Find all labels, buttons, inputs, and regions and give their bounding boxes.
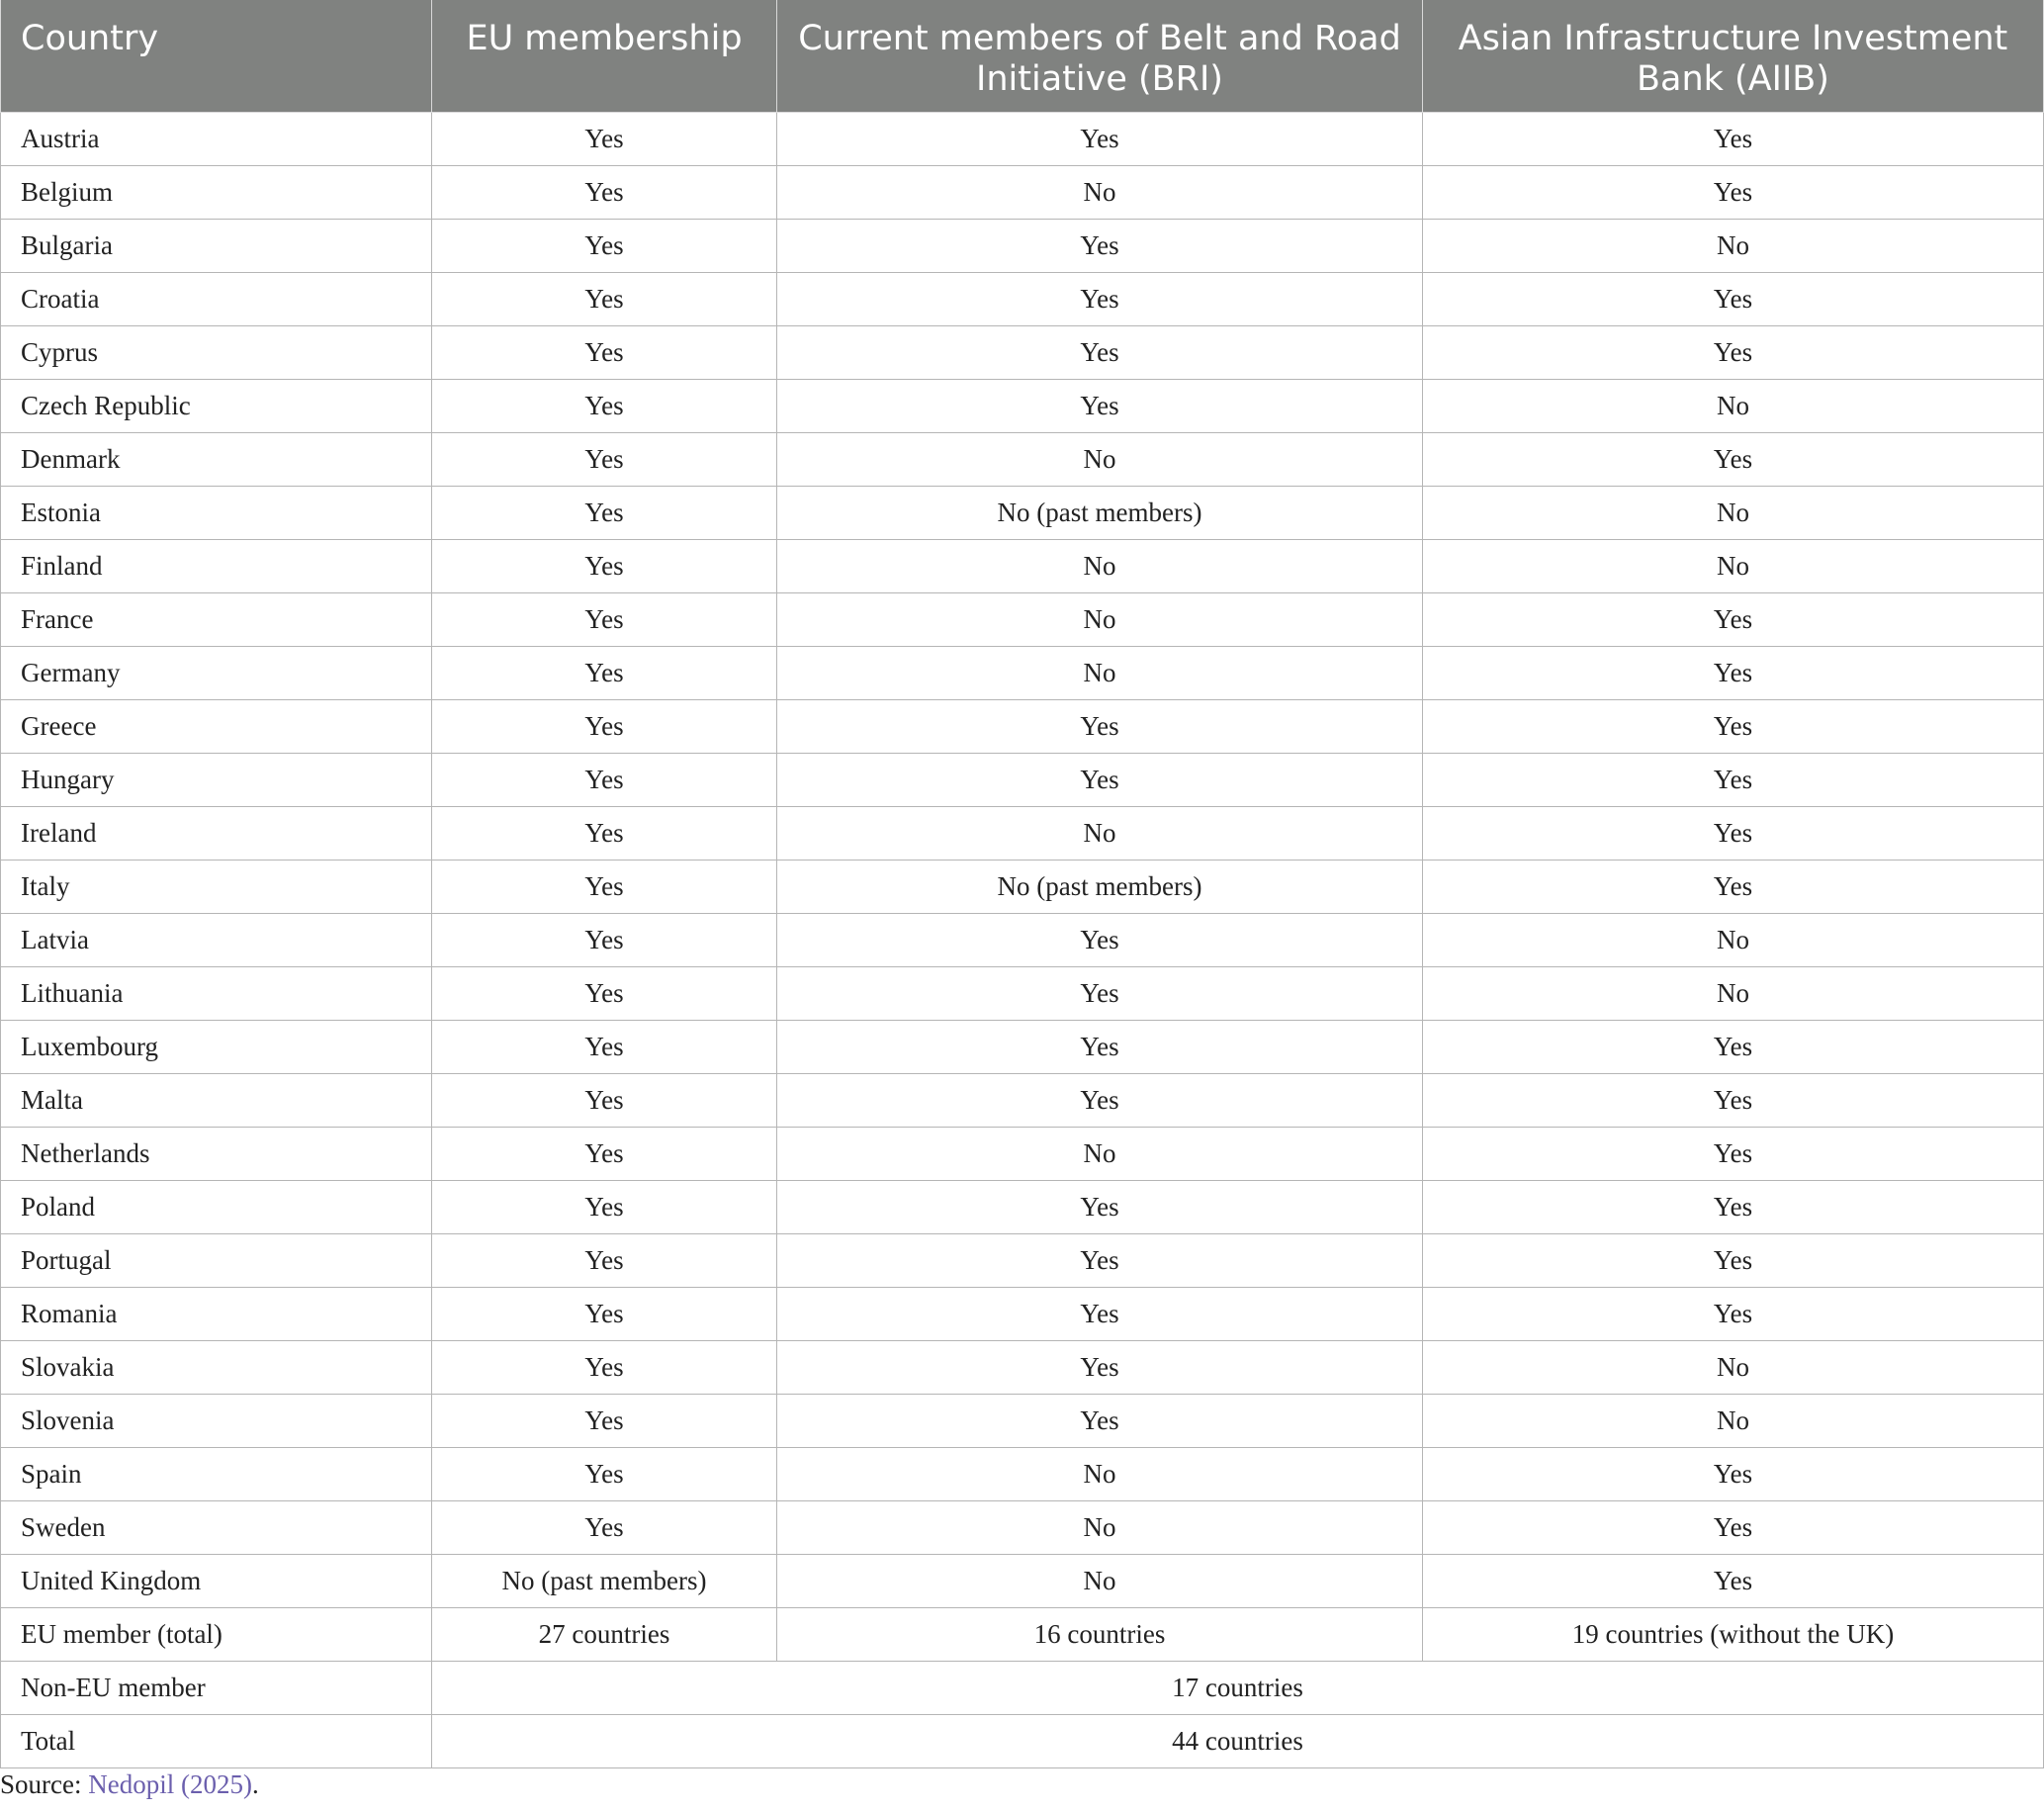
- country-cell: Italy: [1, 860, 432, 913]
- country-cell: Hungary: [1, 753, 432, 806]
- aiib-cell: No: [1423, 913, 2044, 966]
- bri-cell: Yes: [777, 1180, 1423, 1233]
- source-suffix: .: [251, 1769, 259, 1799]
- table-row: [1, 1394, 2044, 1447]
- table-row: [1, 112, 2044, 165]
- eu-membership-cell: Yes: [432, 486, 777, 539]
- eu-membership-cell: Yes: [432, 860, 777, 913]
- bri-cell: Yes: [777, 913, 1423, 966]
- aiib-cell: No: [1423, 379, 2044, 432]
- bri-cell: Yes: [777, 1233, 1423, 1287]
- eu-membership-cell: Yes: [432, 1500, 777, 1554]
- header-row: [1, 0, 2044, 112]
- eu-membership-cell: Yes: [432, 806, 777, 860]
- country-cell: Finland: [1, 539, 432, 592]
- table-row: [1, 1127, 2044, 1180]
- bri-cell: No: [777, 539, 1423, 592]
- eu-membership-cell: Yes: [432, 432, 777, 486]
- bri-cell: No: [777, 1554, 1423, 1607]
- country-cell: Denmark: [1, 432, 432, 486]
- eu-membership-cell: Yes: [432, 1180, 777, 1233]
- eu-membership-cell: Yes: [432, 539, 777, 592]
- aiib-cell: Yes: [1423, 165, 2044, 219]
- aiib-cell: Yes: [1423, 860, 2044, 913]
- table-row: [1, 1233, 2044, 1287]
- bri-cell: Yes: [777, 1394, 1423, 1447]
- country-cell: Slovakia: [1, 1340, 432, 1394]
- table-row: [1, 592, 2044, 646]
- table-row: [1, 1554, 2044, 1607]
- eu-membership-cell: Yes: [432, 753, 777, 806]
- total-row: [1, 1714, 2044, 1767]
- total-value: 44 countries: [432, 1714, 2044, 1767]
- header-country: Country: [1, 0, 432, 112]
- eu-membership-cell: Yes: [432, 1127, 777, 1180]
- country-cell: Belgium: [1, 165, 432, 219]
- bri-cell: Yes: [777, 1340, 1423, 1394]
- aiib-cell: Yes: [1423, 1500, 2044, 1554]
- country-cell: Poland: [1, 1180, 432, 1233]
- aiib-cell: Yes: [1423, 806, 2044, 860]
- bri-cell: No: [777, 165, 1423, 219]
- bri-cell: Yes: [777, 112, 1423, 165]
- table-row: [1, 1447, 2044, 1500]
- country-cell: Luxembourg: [1, 1020, 432, 1073]
- country-cell: Austria: [1, 112, 432, 165]
- table-row: [1, 699, 2044, 753]
- eu-membership-cell: Yes: [432, 219, 777, 272]
- country-cell: Sweden: [1, 1500, 432, 1554]
- eu-membership-cell: Yes: [432, 1394, 777, 1447]
- eu-membership-cell: Yes: [432, 1447, 777, 1500]
- bri-cell: Yes: [777, 325, 1423, 379]
- eu-total-label: EU member (total): [1, 1607, 432, 1661]
- eu-membership-cell: No (past members): [432, 1554, 777, 1607]
- aiib-cell: Yes: [1423, 325, 2044, 379]
- aiib-cell: Yes: [1423, 112, 2044, 165]
- bri-cell: No: [777, 1500, 1423, 1554]
- eu-membership-cell: Yes: [432, 165, 777, 219]
- aiib-cell: Yes: [1423, 1287, 2044, 1340]
- country-cell: France: [1, 592, 432, 646]
- aiib-cell: No: [1423, 1340, 2044, 1394]
- country-cell: Bulgaria: [1, 219, 432, 272]
- country-cell: Croatia: [1, 272, 432, 325]
- eu-membership-cell: Yes: [432, 699, 777, 753]
- country-cell: Malta: [1, 1073, 432, 1127]
- eu-membership-cell: Yes: [432, 379, 777, 432]
- eu-membership-cell: Yes: [432, 592, 777, 646]
- bri-cell: No: [777, 592, 1423, 646]
- bri-cell: Yes: [777, 966, 1423, 1020]
- country-cell: Spain: [1, 1447, 432, 1500]
- eu-membership-cell: Yes: [432, 1233, 777, 1287]
- eu-membership-cell: Yes: [432, 1020, 777, 1073]
- table-row: [1, 165, 2044, 219]
- eu-total-eu: 27 countries: [432, 1607, 777, 1661]
- bri-cell: No: [777, 1447, 1423, 1500]
- eu-total-bri: 16 countries: [777, 1607, 1423, 1661]
- country-cell: Czech Republic: [1, 379, 432, 432]
- eu-total-row: [1, 1607, 2044, 1661]
- bri-cell: Yes: [777, 379, 1423, 432]
- aiib-cell: Yes: [1423, 1127, 2044, 1180]
- eu-membership-cell: Yes: [432, 325, 777, 379]
- table-row: [1, 219, 2044, 272]
- eu-membership-cell: Yes: [432, 1340, 777, 1394]
- eu-membership-cell: Yes: [432, 1073, 777, 1127]
- country-cell: Latvia: [1, 913, 432, 966]
- bri-cell: No: [777, 806, 1423, 860]
- table-row: [1, 966, 2044, 1020]
- table-row: [1, 806, 2044, 860]
- header-eu-membership: EU membership: [432, 0, 777, 112]
- bri-cell: No: [777, 1127, 1423, 1180]
- table-row: [1, 1180, 2044, 1233]
- bri-cell: Yes: [777, 1073, 1423, 1127]
- non-eu-label: Non-EU member: [1, 1661, 432, 1714]
- table-row: [1, 1340, 2044, 1394]
- bri-cell: Yes: [777, 753, 1423, 806]
- table-row: [1, 1073, 2044, 1127]
- table-row: [1, 913, 2044, 966]
- bri-cell: Yes: [777, 699, 1423, 753]
- source-note: [0, 1769, 259, 1800]
- eu-total-aiib: 19 countries (without the UK): [1423, 1607, 2044, 1661]
- total-label: Total: [1, 1714, 432, 1767]
- non-eu-row: [1, 1661, 2044, 1714]
- bri-cell: Yes: [777, 1020, 1423, 1073]
- eu-membership-cell: Yes: [432, 646, 777, 699]
- eu-membership-cell: Yes: [432, 272, 777, 325]
- table-row: [1, 272, 2044, 325]
- table-row: [1, 1287, 2044, 1340]
- aiib-cell: Yes: [1423, 646, 2044, 699]
- header-aiib: Asian Infrastructure Investment Bank (AIIB): [1423, 0, 2044, 112]
- eu-membership-cell: Yes: [432, 966, 777, 1020]
- aiib-cell: Yes: [1423, 272, 2044, 325]
- aiib-cell: No: [1423, 966, 2044, 1020]
- table-row: [1, 325, 2044, 379]
- bri-cell: No (past members): [777, 486, 1423, 539]
- country-cell: Romania: [1, 1287, 432, 1340]
- bri-cell: Yes: [777, 272, 1423, 325]
- country-cell: Slovenia: [1, 1394, 432, 1447]
- table-row: [1, 539, 2044, 592]
- bri-cell: Yes: [777, 219, 1423, 272]
- header-bri: Current members of Belt and Road Initiative (BRI): [777, 0, 1423, 112]
- aiib-cell: Yes: [1423, 432, 2044, 486]
- table-row: [1, 646, 2044, 699]
- bri-cell: No: [777, 432, 1423, 486]
- aiib-cell: Yes: [1423, 1180, 2044, 1233]
- country-cell: Portugal: [1, 1233, 432, 1287]
- aiib-cell: Yes: [1423, 592, 2044, 646]
- bri-cell: Yes: [777, 1287, 1423, 1340]
- country-cell: Greece: [1, 699, 432, 753]
- country-cell: Germany: [1, 646, 432, 699]
- table-row: [1, 860, 2044, 913]
- aiib-cell: Yes: [1423, 1233, 2044, 1287]
- non-eu-value: 17 countries: [432, 1661, 2044, 1714]
- bri-cell: No: [777, 646, 1423, 699]
- source-link[interactable]: Nedopil (2025): [88, 1769, 252, 1799]
- aiib-cell: No: [1423, 539, 2044, 592]
- source-prefix: Source:: [0, 1769, 89, 1799]
- table-row: [1, 486, 2044, 539]
- table-row: [1, 432, 2044, 486]
- country-cell: Lithuania: [1, 966, 432, 1020]
- country-cell: United Kingdom: [1, 1554, 432, 1607]
- table-row: [1, 1500, 2044, 1554]
- aiib-cell: No: [1423, 486, 2044, 539]
- aiib-cell: Yes: [1423, 1554, 2044, 1607]
- eu-membership-cell: Yes: [432, 913, 777, 966]
- aiib-cell: Yes: [1423, 753, 2044, 806]
- aiib-cell: Yes: [1423, 1073, 2044, 1127]
- aiib-cell: Yes: [1423, 699, 2044, 753]
- table-row: [1, 379, 2044, 432]
- aiib-cell: Yes: [1423, 1447, 2044, 1500]
- eu-membership-cell: Yes: [432, 1287, 777, 1340]
- country-cell: Netherlands: [1, 1127, 432, 1180]
- eu-membership-cell: Yes: [432, 112, 777, 165]
- table-row: [1, 753, 2044, 806]
- aiib-cell: Yes: [1423, 1020, 2044, 1073]
- country-cell: Ireland: [1, 806, 432, 860]
- table-row: [1, 1020, 2044, 1073]
- table-body: [1, 112, 2044, 1767]
- bri-cell: No (past members): [777, 860, 1423, 913]
- country-cell: Cyprus: [1, 325, 432, 379]
- country-cell: Estonia: [1, 486, 432, 539]
- aiib-cell: No: [1423, 1394, 2044, 1447]
- aiib-cell: No: [1423, 219, 2044, 272]
